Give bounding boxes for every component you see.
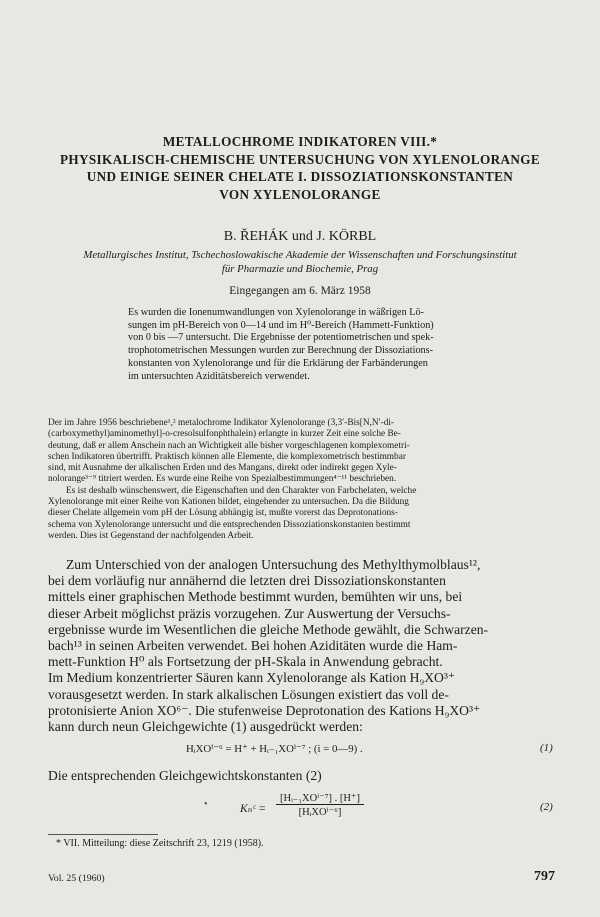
authors: B. ŘEHÁK und J. KÖRBL <box>223 229 377 244</box>
constants-sentence: Die entsprechenden Gleichgewichtskonstanten (2) <box>48 768 322 783</box>
equation-1: HᵢXOⁱ⁻⁶ = H⁺ + Hᵢ₋₁XOⁱ⁻⁷ ; (i = 0—9) . <box>186 743 363 755</box>
main-line: ergebnisse wurde im Wesentlichen die gleiche Methode gewählt, die Schwarzen- <box>48 621 489 637</box>
intro-line: dieser Chelate allgemein vom pH der Lösung abhängig ist, mußte vorerst das Deprotonations- <box>48 508 398 519</box>
abstract-line: konstanten von Xylenolorange und für die Erklärung der Farbänderungen <box>128 357 428 369</box>
main-line: mittels einer graphischen Methode bestimmt wurden, bemühten wir uns, bei <box>48 589 463 605</box>
main-line: protonisierte Anion XO⁶⁻. Die stufenweise Deprotonation des Kations H₉XO³⁺ <box>48 702 481 718</box>
article-title <box>0 133 600 203</box>
intro-line: Xylenolorange mit einer Reihe von Kationen bildet, eingehender zu untersuchen. Da die Bildung <box>48 497 409 508</box>
institute <box>0 249 600 276</box>
main-line: bach¹³ in seinen Arbeiten verwendet. Bei hohen Aziditäten wurde die Ham- <box>48 638 458 654</box>
abstract-line: trophotometrischen Messungen wurden zur Berechnung der Dissoziations- <box>128 345 433 357</box>
title-line: VON XYLENOLORANGE <box>219 186 381 202</box>
main-line: kann durch neun Gleichgewichte (1) ausgedrückt werden: <box>48 719 363 735</box>
intro-line: schen Indikatoren übertrifft. Praktisch können alle Elemente, die komplexometrisch bestimmbar <box>48 451 406 462</box>
intro-line: sind, mit Ausnahme der alkalischen Erden und des Mangans, direkt oder indirekt gegen Xyle- <box>48 463 397 474</box>
abstract-line: sungen im pH-Bereich von 0—14 und im H⁰-Bereich (Hammett-Funktion) <box>128 319 434 331</box>
footnote: * VII. Mitteilung: diese Zeitschrift 23, 1219 (1958). <box>56 838 264 849</box>
intro-line: (carboxymethyl)aminomethyl]-o-cresolsulfonphthalein) erlangte in kurzer Zeit eine solche Be- <box>48 429 401 440</box>
equation-2-denominator: [HᵢXOⁱ⁻⁶] <box>298 807 342 818</box>
intro-line: Es ist deshalb wünschenswert, die Eigenschaften und den Charakter von Farbchelaten, welche <box>66 485 417 496</box>
main-line: bei dem vorläufig nur annähernd die letzten drei Dissoziationskonstanten <box>48 573 446 589</box>
stray-mark: • <box>204 799 208 810</box>
main-paragraph <box>48 557 566 735</box>
abstract-line: von 0 bis —7 untersucht. Die Ergebnisse der potentiometrischen und spek- <box>128 332 434 344</box>
main-line: vorausgesetzt werden. In stark alkalischen Lösungen existiert das voll de- <box>48 686 449 702</box>
abstract-line: Es wurden die Ionenumwandlungen von Xylenolorange in wäßrigen Lö- <box>128 307 424 318</box>
main-line: Zum Unterschied von der analogen Untersuchung des Methylthymolblaus¹², <box>66 557 481 572</box>
abstract-line: im untersuchten Aziditätsbereich verwendet. <box>128 370 310 382</box>
title-line: METALLOCHROME INDIKATOREN VIII.* <box>162 134 438 149</box>
intro-paragraph <box>48 418 560 542</box>
intro-line: Der im Jahre 1956 beschriebene¹,² metalochrome Indikator Xylenolorange (3,3′-Bis[N,N′-di- <box>48 418 395 428</box>
received-date: Eingegangen am 6. März 1958 <box>229 285 371 297</box>
intro-line: nolorange³⁻⁹ titriert werden. Es wurde eine Reihe von Spezialbestimmungen⁴⁻¹¹ beschrieben. <box>48 474 397 485</box>
equation-2-numerator: [Hᵢ₋₁XOⁱ⁻⁷] . [H⁺] <box>276 792 364 805</box>
intro-line: schema von Xylenolorange untersucht und die entsprechenden Dissoziationskonstanten bestimmt <box>48 519 411 530</box>
abstract <box>128 307 506 383</box>
footnote-rule <box>48 834 158 835</box>
equation-1-number: (1) <box>540 742 553 754</box>
main-line: mett-Funktion H⁰ als Fortsetzung der pH-Skala in Anwendung gebracht. <box>48 654 443 670</box>
institute-line: für Pharmazie und Biochemie, Prag <box>221 262 379 275</box>
intro-line: deutung, daß er allem Anschein nach an Wichtigkeit alle bisher vorgeschlagenen komplexometri- <box>48 440 410 451</box>
equation-2-fraction <box>276 792 364 818</box>
institute-line: Metallurgisches Institut, Tschechoslowakische Akademie der Wissenschaften und Forschungsinstitut <box>83 249 517 261</box>
main-line: dieser Arbeit möglichst präzis vorzugehen. Zur Auswertung der Versuchs- <box>48 605 451 621</box>
page-number: 797 <box>534 869 555 884</box>
equation-2-lhs: Kₙᶜ = <box>240 803 266 815</box>
volume-info: Vol. 25 (1960) <box>48 873 105 884</box>
equation-2-number: (2) <box>540 801 553 813</box>
title-line: PHYSIKALISCH-CHEMISCHE UNTERSUCHUNG VON XYLENOLORANGE <box>59 151 541 167</box>
title-line: UND EINIGE SEINER CHELATE I. DISSOZIATIONSKONSTANTEN <box>86 169 514 184</box>
main-line: Im Medium konzentrierter Säuren kann Xylenolorange als Kation H₉XO³⁺ <box>48 670 456 686</box>
intro-line: werden. Dies ist Gegenstand der nachfolgenden Arbeit. <box>48 530 254 541</box>
